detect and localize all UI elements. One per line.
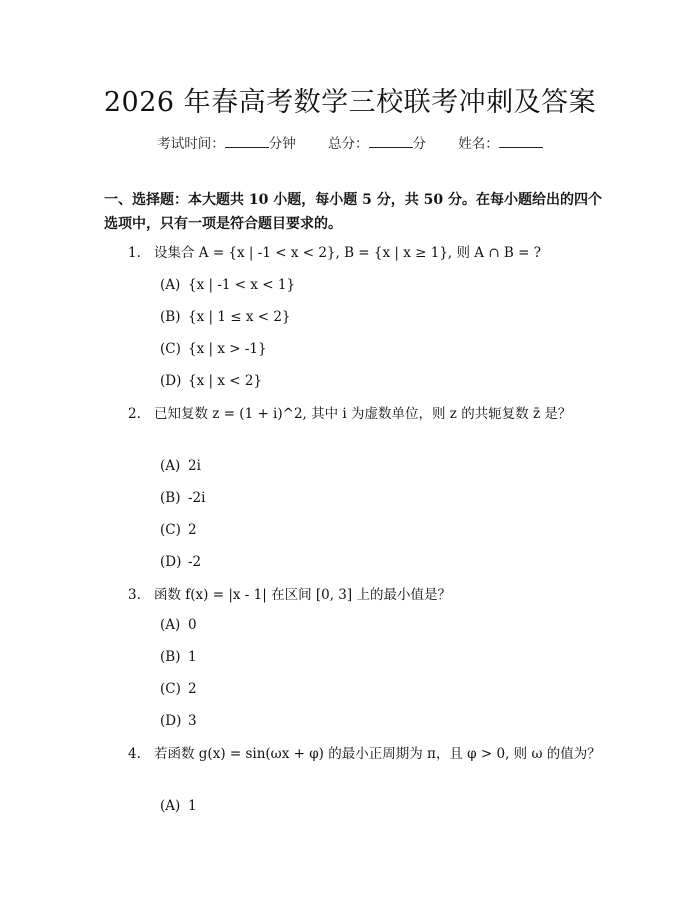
option-text: 0: [188, 617, 197, 633]
option-text: 3: [188, 713, 197, 729]
option-item: [160, 339, 267, 359]
score-field: [328, 136, 430, 152]
question-text: 函数 f(x) = |x - 1| 在区间 [0, 3] 上的最小值是？: [154, 587, 451, 603]
option-item: [160, 488, 205, 508]
option-label: (C): [160, 522, 181, 538]
option-item: [160, 796, 197, 816]
score-label: 总分：: [328, 136, 369, 152]
option-item: [160, 615, 197, 635]
exam-meta: [0, 132, 700, 152]
option-label: (C): [160, 681, 181, 697]
score-blank: [369, 135, 413, 148]
option-label: (D): [160, 713, 182, 729]
option-item: [160, 520, 197, 540]
option-text: 2: [188, 681, 197, 697]
time-blank: [225, 135, 269, 148]
question-4: [104, 743, 604, 765]
option-label: (B): [160, 649, 181, 665]
option-text: {x | -1 < x < 1}: [188, 277, 296, 293]
question-number: 3.: [128, 587, 141, 603]
option-text: -2i: [188, 490, 206, 506]
name-label: 姓名：: [458, 136, 499, 152]
option-item: [160, 711, 197, 731]
time-field: [157, 136, 300, 152]
question-text: 已知复数 z = (1 + i)^2, 其中 i 为虚数单位，则 z 的共轭复数 z̄ 是？: [154, 406, 572, 422]
score-unit: 分: [412, 136, 426, 152]
option-label: (A): [160, 277, 181, 293]
time-label: 考试时间：: [157, 136, 225, 152]
option-item: [160, 371, 262, 391]
option-text: {x | x < 2}: [188, 373, 263, 389]
option-item: [160, 552, 201, 572]
question-3: [104, 584, 604, 606]
option-label: (D): [160, 554, 182, 570]
page-title: 2026 年春高考数学三校联考冲刺及答案: [103, 87, 597, 118]
option-text: 2: [188, 522, 197, 538]
name-field: [458, 136, 543, 152]
option-item: [160, 307, 291, 327]
question-number: 4.: [128, 746, 141, 762]
option-label: (A): [160, 617, 181, 633]
time-unit: 分钟: [268, 136, 296, 152]
option-text: 1: [188, 649, 197, 665]
option-text: {x | x > -1}: [188, 341, 267, 357]
option-label: (A): [160, 798, 181, 814]
option-item: [160, 679, 197, 699]
option-label: (B): [160, 490, 181, 506]
option-text: 1: [188, 798, 197, 814]
question-2: [104, 403, 604, 425]
option-item: [160, 456, 201, 476]
option-label: (A): [160, 458, 181, 474]
question-text: 设集合 A = {x | -1 < x < 2}, B = {x | x ≥ 1}, 则 A ∩ B = ?: [154, 245, 541, 261]
question-1: [104, 242, 604, 264]
option-item: [160, 275, 295, 295]
option-label: (D): [160, 373, 182, 389]
option-label: (C): [160, 341, 181, 357]
section-heading: 一、选择题：本大题共 10 小题，每小题 5 分，共 50 分。在每小题给出的四个选项中，只有一项是符合题目要求的。: [104, 192, 602, 232]
question-text: 若函数 g(x) = sin(ωx + φ) 的最小正周期为 π，且 φ > 0, 则 ω 的值为？: [154, 746, 601, 762]
name-blank: [499, 135, 543, 148]
question-number: 1.: [128, 245, 141, 261]
option-text: -2: [188, 554, 202, 570]
option-item: [160, 647, 197, 667]
option-text: 2i: [188, 458, 201, 474]
question-number: 2.: [128, 406, 141, 422]
option-text: {x | 1 ≤ x < 2}: [188, 309, 291, 325]
option-label: (B): [160, 309, 181, 325]
